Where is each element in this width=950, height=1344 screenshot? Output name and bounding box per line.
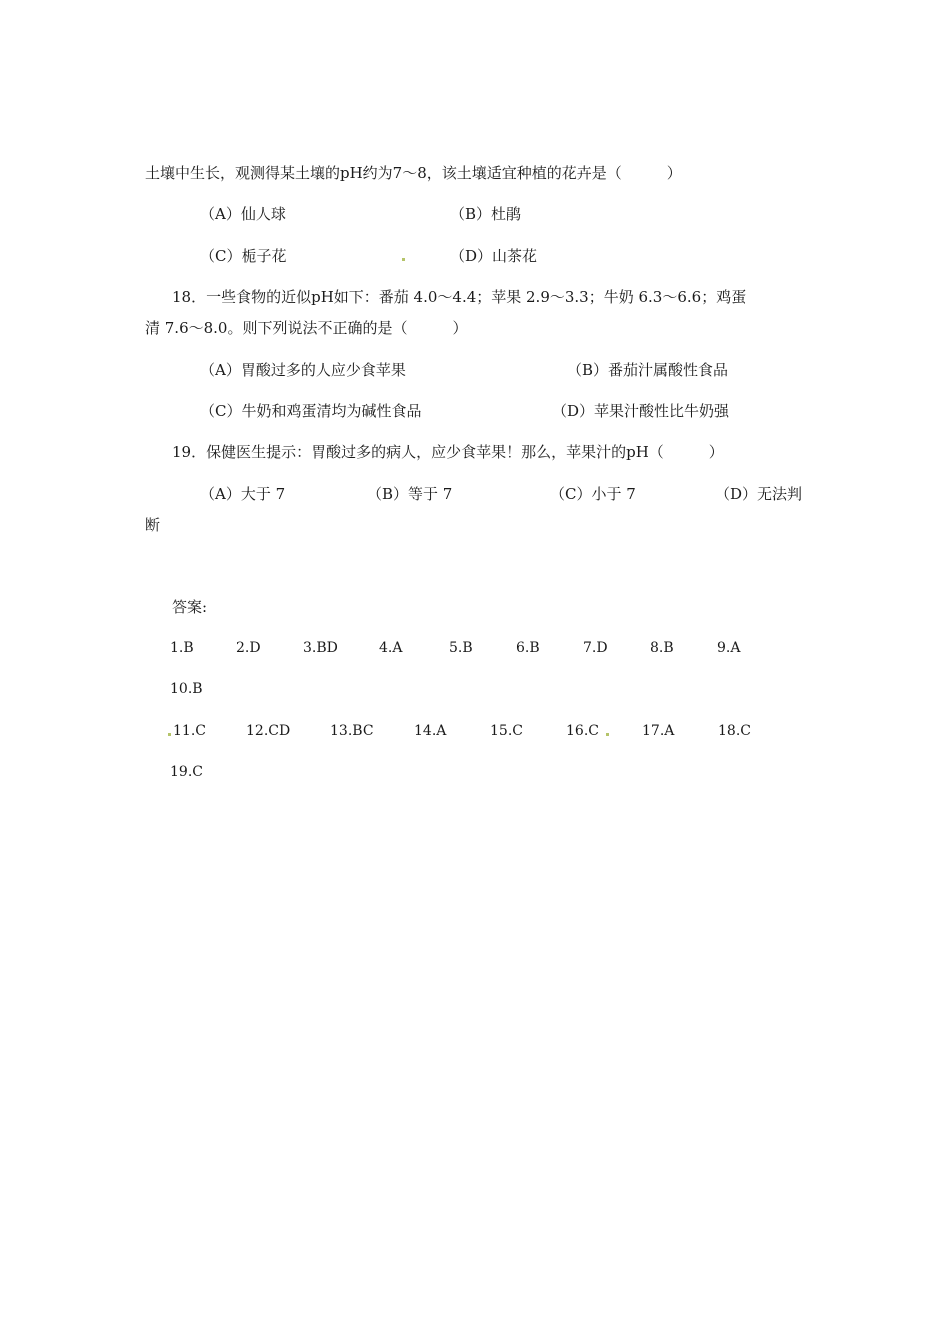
answer-item: 9.A <box>717 640 741 656</box>
q17-option-a: （A）仙人球 <box>200 205 286 223</box>
answer-item: 8.B <box>650 640 674 656</box>
q17-option-c: （C）栀子花 <box>200 247 287 265</box>
answer-item: 3.BD <box>303 640 338 656</box>
q18-option-a: （A）胃酸过多的人应少食苹果 <box>200 361 406 379</box>
q19-option-d-continuation: 断 <box>145 516 161 534</box>
answer-item: 14.A <box>414 723 447 739</box>
q18-stem-line1: 18．一些食物的近似pH如下：番茄 4.0～4.4；苹果 2.9～3.3；牛奶 6.3～6.6；鸡蛋 <box>172 288 747 306</box>
answer-item: 1.B <box>170 640 194 656</box>
q19-option-c: （C）小于 7 <box>550 485 636 503</box>
q17-stem: 土壤中生长，观测得某土壤的pH约为7～8，该土壤适宜种植的花卉是（ ） <box>145 164 682 182</box>
q18-option-c: （C）牛奶和鸡蛋清均为碱性食品 <box>200 402 422 420</box>
scan-speck <box>402 258 405 261</box>
q19-stem: 19．保健医生提示：胃酸过多的病人，应少食苹果！那么，苹果汁的pH（ ） <box>172 443 724 461</box>
answer-item: 6.B <box>516 640 540 656</box>
answer-item: 7.D <box>583 640 608 656</box>
scan-speck <box>168 733 171 736</box>
answers-title: 答案: <box>172 598 208 616</box>
q18-option-d: （D）苹果汁酸性比牛奶强 <box>552 402 730 420</box>
q18-option-b: （B）番茄汁属酸性食品 <box>567 361 729 379</box>
q17-option-d: （D）山茶花 <box>450 247 538 265</box>
answer-item: 11.C <box>173 723 206 739</box>
q19-option-d: （D）无法判 <box>715 485 803 503</box>
scan-speck <box>606 733 609 736</box>
answer-item: 2.D <box>236 640 261 656</box>
answer-item: 5.B <box>449 640 473 656</box>
q17-option-b: （B）杜鹃 <box>450 205 522 223</box>
answer-item: 13.BC <box>330 723 374 739</box>
answer-item: 17.A <box>642 723 675 739</box>
q19-option-b: （B）等于 7 <box>367 485 453 503</box>
answer-item: 16.C <box>566 723 599 739</box>
answer-item: 4.A <box>379 640 403 656</box>
q18-stem-line2: 清 7.6～8.0。则下列说法不正确的是（ ） <box>145 319 468 337</box>
answer-item: 10.B <box>170 681 203 697</box>
answer-item: 15.C <box>490 723 523 739</box>
answer-item: 18.C <box>718 723 751 739</box>
answer-item: 12.CD <box>246 723 291 739</box>
q19-option-a: （A）大于 7 <box>200 485 286 503</box>
answer-item: 19.C <box>170 764 203 780</box>
